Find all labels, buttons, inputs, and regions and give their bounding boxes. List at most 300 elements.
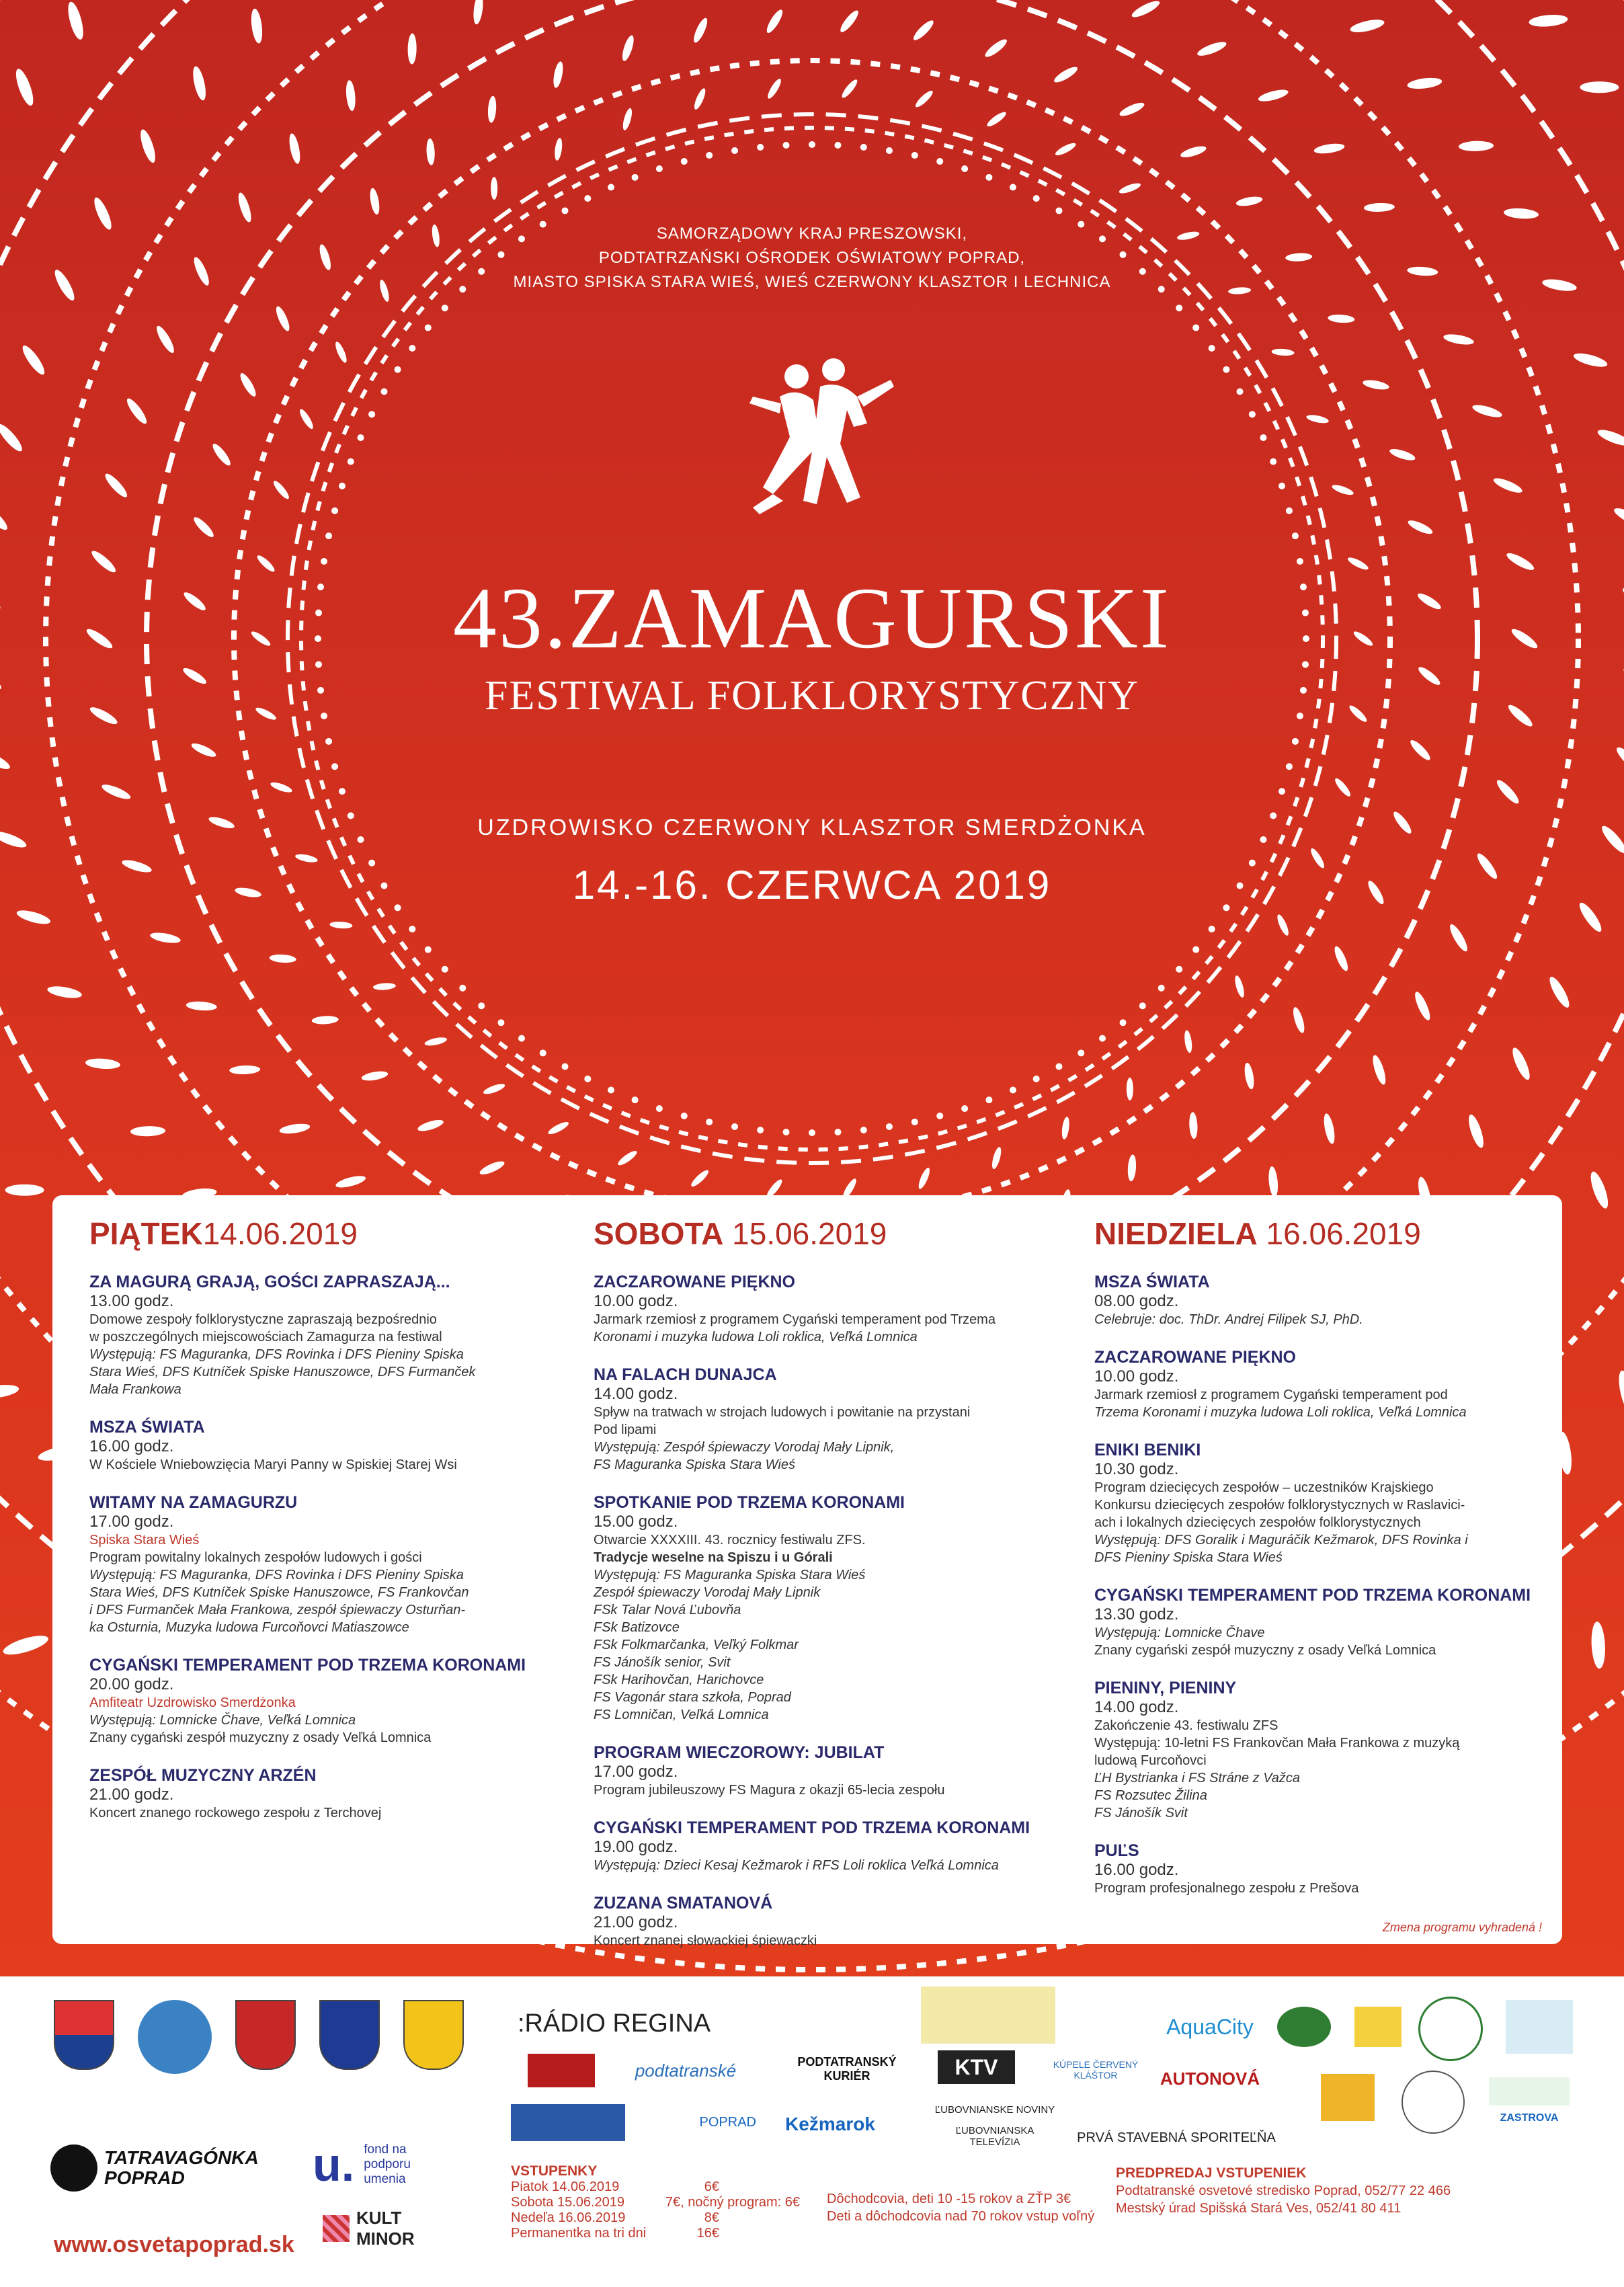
leaf-ornament bbox=[1459, 141, 1494, 151]
fond-text: fond na podporu umenia bbox=[364, 2142, 411, 2186]
ticket-row bbox=[511, 2226, 719, 2241]
tv-logo-icon bbox=[528, 2054, 595, 2087]
leaf-ornament bbox=[1268, 1166, 1279, 1197]
lechnica-crest-icon bbox=[403, 2000, 464, 2070]
dot-ornament bbox=[497, 1019, 504, 1026]
leaf-ornament bbox=[1130, 0, 1162, 20]
dot-ornament bbox=[331, 508, 338, 514]
dot-ornament bbox=[1278, 788, 1285, 795]
event-title: CYGAŃSKI TEMPERAMENT POD TRZEMA KORONAMI bbox=[594, 1818, 1030, 1837]
dot-ornament bbox=[1292, 532, 1299, 539]
leaf-ornament bbox=[1275, 913, 1291, 936]
leaf-ornament bbox=[1388, 447, 1416, 463]
leaf-ornament bbox=[85, 1057, 121, 1070]
pieniny-logo-icon bbox=[1277, 2007, 1331, 2047]
dot-ornament bbox=[1223, 366, 1229, 373]
event-detail-line: Występują: DFS Goralik i Maguráčik Kežmarok, DFS Rovinka i bbox=[1094, 1533, 1468, 1548]
dot-ornament bbox=[1099, 1035, 1106, 1042]
leaf-ornament bbox=[1333, 776, 1352, 799]
event-block bbox=[594, 1818, 1051, 1874]
dot-ornament bbox=[911, 1119, 918, 1125]
event-time: 16.00 godz. bbox=[89, 1437, 174, 1455]
leaf-ornament bbox=[1188, 1112, 1198, 1139]
event-title: NA FALACH DUNAJCA bbox=[594, 1365, 777, 1384]
leaf-ornament bbox=[138, 128, 159, 164]
dot-ornament bbox=[1237, 389, 1244, 395]
leaf-ornament bbox=[1408, 737, 1433, 762]
event-time: 15.00 godz. bbox=[594, 1513, 678, 1531]
dot-ornament bbox=[1278, 483, 1285, 489]
leaf-ornament bbox=[15, 908, 52, 926]
event-detail-line: Zespół śpiewaczy Vorodaj Mały Lipnik bbox=[594, 1585, 821, 1600]
dot-ornament bbox=[731, 147, 738, 154]
dot-ornament bbox=[518, 1035, 525, 1042]
event-detail-line: Domowe zespoły folklorystyczne zapraszają bezpośrednio bbox=[89, 1312, 437, 1327]
event-title: ENIKI BENIKI bbox=[1094, 1441, 1201, 1459]
event-block bbox=[594, 1742, 1051, 1799]
leaf-ornament bbox=[766, 77, 783, 100]
leaf-ornament bbox=[102, 471, 130, 500]
leaf-ornament bbox=[191, 65, 208, 102]
leaf-ornament bbox=[1127, 1154, 1137, 1182]
leaf-ornament bbox=[1233, 975, 1246, 998]
event-title: CYGAŃSKI TEMPERAMENT POD TRZEMA KORONAMI bbox=[89, 1656, 526, 1675]
day-date: 15.06.2019 bbox=[723, 1216, 887, 1251]
day-name: PIĄTEK bbox=[89, 1216, 203, 1251]
event-block bbox=[89, 1655, 546, 1747]
leaf-ornament bbox=[272, 479, 291, 501]
kult-minor-text: KULT MINOR bbox=[356, 2208, 415, 2249]
dot-ornament bbox=[331, 763, 338, 770]
leaf-ornament bbox=[1196, 39, 1228, 58]
seal-logo-icon bbox=[1402, 2071, 1465, 2134]
event-time: 14.00 godz. bbox=[1094, 1698, 1179, 1716]
leaf-ornament bbox=[1054, 141, 1078, 158]
ticket-row bbox=[511, 2195, 800, 2210]
event-time: 21.00 godz. bbox=[594, 1913, 678, 1931]
kult-minor-logo bbox=[323, 2205, 457, 2252]
leaf-ornament bbox=[1332, 945, 1350, 972]
leaf-ornament bbox=[192, 515, 216, 540]
dot-ornament bbox=[961, 1105, 968, 1112]
event-detail-line: FSk Harihovčan, Harichovce bbox=[594, 1673, 764, 1687]
leaf-ornament bbox=[1529, 13, 1568, 28]
leaf-ornament bbox=[1235, 195, 1263, 208]
dot-ornament bbox=[936, 158, 943, 165]
dot-ornament bbox=[1010, 184, 1016, 191]
event-block bbox=[594, 1492, 1051, 1724]
event-block bbox=[1094, 1347, 1551, 1421]
dot-ornament bbox=[608, 184, 614, 191]
dot-ornament bbox=[380, 389, 387, 395]
radio-regina-logo: :RÁDIO REGINA bbox=[518, 2009, 711, 2038]
day-column bbox=[1094, 1215, 1551, 1916]
leaf-ornament bbox=[621, 108, 634, 131]
leaf-ornament bbox=[1612, 505, 1624, 530]
event-time: 08.00 godz. bbox=[1094, 1292, 1179, 1310]
dot-ornament bbox=[936, 1113, 943, 1119]
dot-ornament bbox=[706, 1119, 713, 1125]
leaf-ornament bbox=[1466, 1113, 1487, 1150]
dot-ornament bbox=[886, 147, 893, 154]
dot-ornament bbox=[1056, 207, 1063, 214]
dot-ornament bbox=[1120, 1019, 1127, 1026]
leaf-ornament bbox=[1443, 332, 1475, 346]
tickets-header: VSTUPENKY bbox=[511, 2163, 598, 2179]
dancers-icon bbox=[733, 350, 894, 524]
leaf-ornament bbox=[329, 921, 353, 929]
day-header bbox=[1094, 1215, 1551, 1252]
event-title: MSZA ŚWIATA bbox=[89, 1418, 205, 1437]
festival-title: 43.ZAMAGURSKI bbox=[452, 570, 1172, 667]
presale-info bbox=[1116, 2165, 1451, 2217]
day-date: 14.06.2019 bbox=[202, 1216, 358, 1251]
event-detail-line: Program powitalny lokalnych zespołów ludowych i gości bbox=[89, 1550, 422, 1565]
leaf-ornament bbox=[487, 95, 497, 123]
leaf-ornament bbox=[5, 1185, 44, 1196]
poprad-city-logo-icon bbox=[511, 2104, 625, 2141]
leaf-ornament bbox=[1, 1632, 50, 1658]
website-link[interactable]: www.osvetapoprad.sk bbox=[54, 2232, 294, 2257]
leaf-ornament bbox=[554, 137, 563, 161]
dot-ornament bbox=[1249, 411, 1256, 417]
dot-ornament bbox=[409, 345, 415, 352]
ticket-day: Permanentka na tri dni bbox=[511, 2226, 647, 2241]
dot-ornament bbox=[1192, 324, 1199, 331]
event-block bbox=[594, 1272, 1051, 1346]
autonova-logo: AUTONOVÁ bbox=[1160, 2069, 1260, 2089]
dot-ornament bbox=[425, 947, 432, 953]
presale-header: PREDPREDAJ VSTUPENIEK bbox=[1116, 2165, 1307, 2181]
event-detail-line: Występują: Dzieci Kesaj Kežmarok i RFS Loli roklica Veľká Lomnica bbox=[594, 1858, 999, 1873]
leaf-ornament bbox=[407, 34, 417, 65]
event-time: 10.00 godz. bbox=[594, 1292, 678, 1310]
leaf-ornament bbox=[1590, 1621, 1607, 1669]
leaf-ornament bbox=[1127, 1078, 1133, 1100]
tatravagonka-mark-icon bbox=[50, 2144, 97, 2192]
leaf-ornament bbox=[552, 61, 565, 89]
dot-ornament bbox=[757, 1127, 764, 1133]
ticket-row bbox=[511, 2179, 719, 2195]
leaf-ornament bbox=[1447, 922, 1470, 953]
leaf-ornament bbox=[1052, 65, 1080, 85]
leaf-ornament bbox=[1271, 348, 1295, 356]
ktv-logo: KTV bbox=[938, 2050, 1015, 2084]
day-name: SOBOTA bbox=[594, 1216, 724, 1251]
leaf-ornament bbox=[0, 422, 26, 454]
leaf-ornament bbox=[1471, 403, 1504, 419]
leaf-ornament bbox=[274, 305, 292, 332]
event-detail-line: Występują: FS Maguranka, DFS Rovinka i DFS Pieniny Spiska bbox=[89, 1347, 464, 1362]
event-title: ZUZANA SMATANOVÁ bbox=[594, 1894, 773, 1913]
dot-ornament bbox=[395, 366, 401, 373]
leaf-ornament bbox=[238, 371, 259, 399]
forest-logo-icon bbox=[1418, 1997, 1483, 2061]
event-time: 19.00 godz. bbox=[594, 1838, 678, 1856]
leaf-ornament bbox=[1180, 144, 1208, 159]
dot-ornament bbox=[1192, 947, 1199, 953]
event-detail-line: ĽH Bystrianka i FS Stráne z Važca bbox=[1094, 1771, 1301, 1786]
leaf-ornament bbox=[1412, 990, 1433, 1022]
event-time: 13.00 godz. bbox=[89, 1292, 174, 1310]
event-detail-line: FSk Folkmarčanka, Veľký Folkmar bbox=[594, 1638, 799, 1652]
dot-ornament bbox=[339, 483, 346, 489]
dot-ornament bbox=[1176, 966, 1182, 973]
dot-ornament bbox=[681, 1113, 688, 1119]
dot-ornament bbox=[1033, 195, 1040, 202]
event-title: ZA MAGURĄ GRAJĄ, GOŚCI ZAPRASZAJĄ... bbox=[89, 1273, 450, 1291]
leaf-ornament bbox=[100, 782, 132, 802]
leaf-ornament bbox=[311, 1015, 339, 1025]
event-detail-line: FS Jánošík Svit bbox=[1094, 1806, 1188, 1820]
event-detail-line: FSk Batizovce bbox=[594, 1620, 680, 1635]
leaf-ornament bbox=[1349, 17, 1385, 35]
dot-ornament bbox=[985, 174, 992, 181]
leaf-ornament bbox=[983, 37, 1009, 60]
event-detail-line: ka Osturnia, Muzyka ludowa Furcoňovci Matiaszowce bbox=[89, 1620, 409, 1635]
pmdk-logo-icon bbox=[1321, 2074, 1375, 2121]
event-detail-line: W Kościele Wniebowzięcia Maryi Panny w Spiskiej Starej Wsi bbox=[89, 1457, 457, 1472]
event-block bbox=[89, 1417, 546, 1474]
event-detail-line: Stara Wieś, DFS Kutníček Spiske Hanuszowce, FS Frankovčan bbox=[89, 1585, 469, 1600]
event-time: 14.00 godz. bbox=[594, 1385, 678, 1403]
leaf-ornament bbox=[1596, 427, 1624, 449]
ticket-price: 16€ bbox=[696, 2226, 719, 2241]
leaf-ornament bbox=[990, 1146, 1003, 1170]
leaf-ornament bbox=[1371, 1054, 1388, 1086]
dot-ornament bbox=[985, 1096, 992, 1103]
event-detail-line: ludową Furcoňovci bbox=[1094, 1753, 1207, 1768]
aquacity-logo: AquaCity bbox=[1166, 2014, 1254, 2039]
lubovnianska-televizia-logo: ĽUBOVNIANSKA TELEVÍZIA bbox=[955, 2125, 1034, 2148]
event-detail-line: Znany cygański zespół muzyczny z osady Veľká Lomnica bbox=[1094, 1643, 1436, 1658]
event-detail-line: Tradycje weselne na Spiszu i u Górali bbox=[594, 1550, 833, 1565]
event-place: Spiska Stara Wieś bbox=[89, 1533, 200, 1548]
tickets-table bbox=[511, 2163, 800, 2241]
leaf-ornament bbox=[13, 67, 37, 108]
event-block bbox=[1094, 1841, 1551, 1897]
leaf-ornament bbox=[154, 324, 177, 355]
dot-ornament bbox=[656, 165, 663, 172]
event-detail-line: Koncert znanej słowackiej śpiewaczki bbox=[594, 1933, 817, 1948]
leaf-ornament bbox=[491, 177, 497, 200]
dot-ornament bbox=[886, 1123, 893, 1130]
event-time: 20.00 godz. bbox=[89, 1675, 174, 1693]
leaf-ornament bbox=[46, 984, 83, 1000]
discount-info bbox=[827, 2190, 1094, 2225]
dot-ornament bbox=[1176, 305, 1182, 311]
event-detail-line: Jarmark rzemiosł z programem Cygański temperament pod bbox=[1094, 1388, 1448, 1402]
leaf-ornament bbox=[298, 407, 315, 430]
dot-ornament bbox=[1286, 763, 1293, 770]
dot-ornament bbox=[1270, 458, 1276, 465]
dot-ornament bbox=[540, 1049, 546, 1056]
event-detail-line: Jarmark rzemiosł z programem Cygański temperament pod Trzema bbox=[594, 1312, 996, 1327]
leaf-ornament bbox=[0, 748, 12, 772]
lubovnianske-noviny-logo: ĽUBOVNIANSKE NOVINY bbox=[934, 2103, 1055, 2116]
organizer-line: PODTATRZAŃSKI OŚRODEK OŚWIATOWY POPRAD, bbox=[598, 249, 1026, 267]
event-time: 16.00 godz. bbox=[1094, 1861, 1179, 1879]
leaf-ornament bbox=[1061, 1117, 1070, 1140]
day-name: NIEDZIELA bbox=[1094, 1216, 1258, 1251]
leaf-ornament bbox=[1362, 378, 1390, 391]
dot-ornament bbox=[911, 152, 918, 159]
leaf-ornament bbox=[426, 138, 436, 165]
event-time: 10.30 godz. bbox=[1094, 1460, 1179, 1478]
dot-ornament bbox=[757, 144, 764, 151]
event-block bbox=[89, 1765, 546, 1822]
dot-ornament bbox=[1297, 558, 1303, 565]
dot-ornament bbox=[860, 1127, 867, 1133]
leaf-ornament bbox=[270, 780, 293, 795]
leaf-ornament bbox=[1322, 1113, 1337, 1145]
event-place: Amfiteatr Uzdrowisko Smerdżonka bbox=[89, 1695, 296, 1710]
leaf-ornament bbox=[1328, 314, 1355, 324]
day-column bbox=[89, 1215, 546, 1841]
event-detail-line: ach i lokalnych dziecięcych zespołów folklorystycznych bbox=[1094, 1515, 1421, 1530]
event-time: 13.30 godz. bbox=[1094, 1605, 1179, 1623]
leaf-ornament bbox=[345, 80, 356, 112]
leaf-ornament bbox=[1243, 1062, 1256, 1090]
dot-ornament bbox=[584, 195, 591, 202]
leaf-ornament bbox=[1291, 1006, 1307, 1035]
festival-venue: UZDROWISKO CZERWONY KLASZTOR SMERDŻONKA bbox=[477, 815, 1147, 840]
organizer-line: SAMORZĄDOWY KRAJ PRESZOWSKI, bbox=[656, 225, 968, 243]
event-detail-line: Pod lipami bbox=[594, 1422, 657, 1437]
dot-ornament bbox=[348, 458, 354, 465]
event-detail-line: Koncert znanego rockowego zespołu z Terchovej bbox=[89, 1806, 382, 1820]
discount-line: Deti a dôchodcovia nad 70 rokov vstup voľný bbox=[827, 2209, 1095, 2224]
event-block bbox=[594, 1893, 1051, 1950]
leaf-ornament bbox=[249, 8, 263, 44]
event-detail-line: Stara Wieś, DFS Kutníček Spiske Hanuszowce, DFS Furmanček bbox=[89, 1365, 476, 1379]
event-detail-line: Program jubileuszowy FS Magura z okazji 65-lecia zespołu bbox=[594, 1783, 945, 1798]
leaf-ornament bbox=[482, 1082, 505, 1096]
prva-stavebna-logo: PRVÁ STAVEBNÁ SPORITEĽŇA bbox=[1077, 2130, 1276, 2145]
leaf-ornament bbox=[19, 343, 48, 377]
organizer-line: MIASTO SPISKA STARA WIEŚ, WIEŚ CZERWONY KLASZTOR I LECHNICA bbox=[513, 273, 1111, 291]
dot-ornament bbox=[409, 926, 415, 932]
event-detail-line: Konkursu dziecięcych zespołów folklorystycznych w Raslavici- bbox=[1094, 1498, 1465, 1513]
event-detail-line: Występują: 10-letni FS Frankovčan Mała Frankowa z muzyką bbox=[1094, 1736, 1460, 1751]
leaf-ornament bbox=[689, 1168, 710, 1189]
leaf-ornament bbox=[840, 78, 859, 100]
leaf-ornament bbox=[472, 0, 485, 25]
dot-ornament bbox=[584, 1076, 591, 1082]
leaf-ornament bbox=[1616, 1369, 1624, 1414]
ticket-row bbox=[511, 2210, 719, 2226]
leaf-ornament bbox=[546, 1120, 570, 1137]
event-block bbox=[594, 1365, 1051, 1474]
discount-line: Dôchodcovia, deti 10 -15 rokov a ZŤP 3€ bbox=[827, 2192, 1071, 2206]
leaf-ornament bbox=[1183, 1030, 1193, 1053]
leaf-ornament bbox=[1118, 182, 1141, 196]
event-detail-line: Koronami i muzyka ludowa Loli roklica, Veľká Lomnica bbox=[594, 1330, 918, 1345]
dot-ornament bbox=[1209, 345, 1215, 352]
leaf-ornament bbox=[620, 34, 637, 63]
dot-ornament bbox=[1158, 985, 1165, 992]
leaf-ornament bbox=[229, 1065, 260, 1075]
leaf-ornament bbox=[335, 1174, 367, 1190]
dot-ornament bbox=[562, 1064, 569, 1070]
leaf-ornament bbox=[1331, 483, 1354, 497]
presale-line: Mestský úrad Spišská Stará Ves, 052/41 80 411 bbox=[1116, 2201, 1402, 2216]
event-detail-line: FS Maguranka Spiska Stara Wieś bbox=[594, 1457, 795, 1472]
leaf-ornament bbox=[1407, 76, 1443, 90]
ticket-price: 7€, nočný program: 6€ bbox=[665, 2195, 800, 2210]
leaf-ornament bbox=[368, 188, 381, 215]
leaf-ornament bbox=[373, 982, 397, 990]
event-block bbox=[1094, 1440, 1551, 1566]
fond-logo bbox=[313, 2138, 481, 2192]
event-detail-line: Występują: Lomnicke Čhave bbox=[1094, 1626, 1265, 1640]
event-detail-line: FS Lomničan, Veľká Lomnica bbox=[594, 1708, 769, 1722]
czerwony-klasztor-crest-icon bbox=[319, 2000, 380, 2070]
mascot-logo-icon bbox=[921, 1987, 1055, 2044]
event-title: SPOTKANIE POD TRZEMA KORONAMI bbox=[594, 1493, 905, 1512]
ticket-price: 6€ bbox=[704, 2179, 719, 2194]
tatravagonka-text: TATRAVAGÓNKA POPRAD bbox=[104, 2147, 258, 2188]
ticket-day: Nedeľa 16.06.2019 bbox=[511, 2210, 626, 2225]
leaf-ornament bbox=[838, 8, 860, 34]
event-title: ZACZAROWANE PIĘKNO bbox=[1094, 1348, 1296, 1367]
day-column bbox=[594, 1215, 1051, 1968]
festival-dates: 14.-16. CZERWCA 2019 bbox=[572, 862, 1052, 908]
leaf-ornament bbox=[0, 1383, 19, 1400]
kezmarok-logo: Kežmarok bbox=[785, 2114, 875, 2134]
dot-ornament bbox=[459, 985, 466, 992]
event-title: ZACZAROWANE PIĘKNO bbox=[594, 1273, 795, 1291]
tatravagonka-logo bbox=[50, 2138, 279, 2198]
leaf-ornament bbox=[1257, 87, 1289, 104]
event-title: CYGAŃSKI TEMPERAMENT POD TRZEMA KORONAMI bbox=[1094, 1586, 1531, 1605]
dot-ornament bbox=[1033, 1076, 1040, 1082]
event-detail-line: Trzema Koronami i muzyka ludowa Loli roklica, Veľká Lomnica bbox=[1094, 1405, 1467, 1420]
ticket-price: 8€ bbox=[704, 2210, 719, 2225]
dot-ornament bbox=[1286, 508, 1293, 514]
dot-ornament bbox=[442, 305, 448, 311]
event-detail-line: Występują: Lomnicke Čhave, Veľká Lomnica bbox=[89, 1713, 356, 1728]
event-detail-line: Występują: FS Maguranka, DFS Rovinka i DFS Pieniny Spiska bbox=[89, 1568, 464, 1582]
leaf-ornament bbox=[1572, 351, 1609, 370]
leaf-ornament bbox=[1587, 1170, 1611, 1210]
leaf-ornament bbox=[917, 1166, 932, 1190]
dot-ornament bbox=[325, 532, 332, 539]
event-title: PIENINY, PIENINY bbox=[1094, 1679, 1237, 1697]
event-title: MSZA ŚWIATA bbox=[1094, 1273, 1210, 1291]
event-block bbox=[89, 1492, 546, 1636]
event-block bbox=[1094, 1678, 1551, 1822]
dot-ornament bbox=[1056, 1064, 1063, 1070]
leaf-ornament bbox=[1118, 100, 1145, 118]
dot-ornament bbox=[1209, 926, 1215, 932]
dot-ornament bbox=[478, 1002, 485, 1009]
leaf-ornament bbox=[130, 1126, 165, 1137]
leaf-ornament bbox=[616, 1149, 639, 1168]
dot-ornament bbox=[809, 1129, 815, 1136]
leaf-ornament bbox=[236, 192, 253, 224]
fond-mark-icon: u. bbox=[313, 2138, 355, 2191]
presov-region-crest-icon bbox=[54, 2000, 114, 2070]
leaf-ornament bbox=[985, 110, 1008, 128]
leaf-ornament bbox=[692, 87, 708, 111]
leaf-ornament bbox=[691, 16, 710, 44]
event-title: WITAMY NA ZAMAGURZU bbox=[89, 1493, 298, 1512]
podtatransky-kurier-logo: PODTATRANSKÝ KURIÉR bbox=[797, 2054, 897, 2083]
leaf-ornament bbox=[1305, 413, 1329, 425]
dot-ornament bbox=[632, 174, 639, 181]
dot-ornament bbox=[1260, 434, 1266, 441]
